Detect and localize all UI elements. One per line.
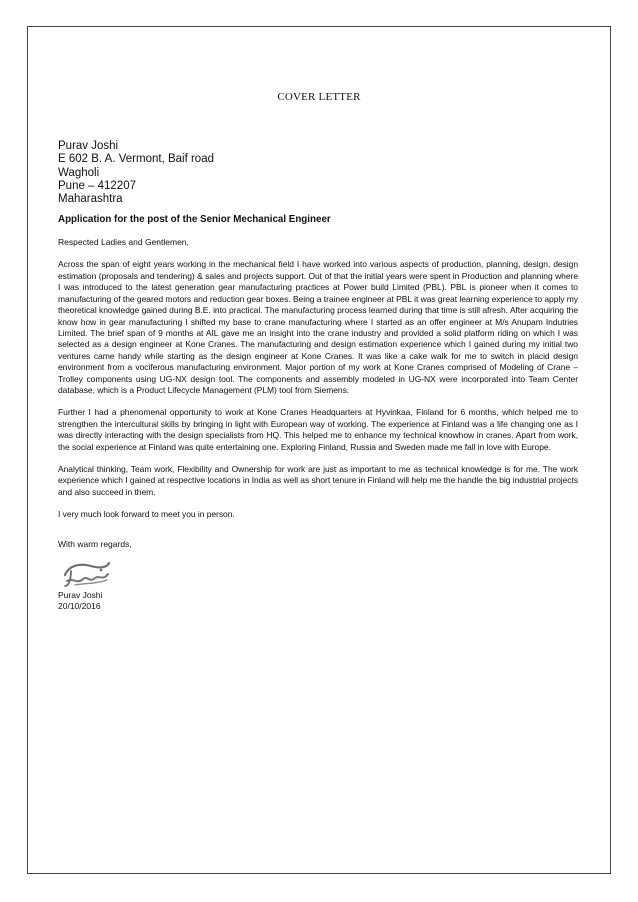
address-line-street: E 602 B. A. Vermont, Baif road xyxy=(58,153,214,166)
subject-line: Application for the post of the Senior Mechanical Engineer xyxy=(58,214,331,226)
handwritten-signature-icon xyxy=(61,559,113,589)
closing: With warm regards, xyxy=(58,538,132,549)
letter-body xyxy=(58,140,578,612)
address-line-city: Pune – 412207 xyxy=(58,179,137,192)
document-title: COVER LETTER xyxy=(277,91,361,103)
address-line-locality: Wagholi xyxy=(58,166,100,179)
paragraph-meeting: I very much look forward to meet you in person. xyxy=(58,509,235,520)
signatory-name: Purav Joshi xyxy=(58,589,103,600)
address-line-state: Maharashtra xyxy=(58,193,123,206)
signature-date: 20/10/2016 xyxy=(58,600,101,611)
paragraph-finland: Further I had a phenomenal opportunity to work at Kone Cranes Headquarters at Hyvinkaa, Finland for 6 months, which helped me to strengthen the intercultural skills by bringing in light with European way of working. The experience at Finland was a life changing one as I was directly interacting with the design specialists from HQ. This helped me to enhance my technical knowhow in cranes. Apart from work, the social experience at Finland was quite entertaining one. Exploring Finland, Russia and Sweden made me fall in love with Europe. xyxy=(58,407,578,452)
sender-address xyxy=(58,140,578,206)
salutation: Respected Ladies and Gentlemen, xyxy=(58,237,189,248)
paragraph-skills: Analytical thinking, Team work, Flexibility and Ownership for work are just as important to me as technical knowledge is for me. The work experience which I gained at respective locations in India as well as short tenure in Finland will help me the handle the big industrial projects and also succeed in them. xyxy=(58,463,578,497)
paragraph-experience: Across the span of eight years working in the mechanical field I have worked into various aspects of production, planning, design, design estimation (proposals and tendering) & sales and projects support. Out of that the initial years were spent in Production and planning where I was introduced to the latest generation gear manufacturing practices at Power build Limited (PBL). PBL is pioneer when it comes to manufacturing of the geared motors and reduction gear boxes. Being a trainee engineer at PBL it was great learning experience to apply my theoretical knowledge gained during B.E. into practical. The manufacturing process learned during that time is still afresh. After acquiring the know how in gear manufacturing I shifted my base to crane manufacturing where I started as an offer engineer at M/s Anupam Indutries Limited. The brief span of 9 months at AIL gave me an insight into the crane industry and provided a solid platform riding on which I was selected as a design engineer at Kone Cranes. The manufacturing and design estimation experience which I gained during my initial two ventures came handy while starting as the design engineer at Kone Cranes. It was like a cake walk for me to switch in placid design environment from a vociferous manufacturing environment. Major portion of my work at Kone Cranes comprised of Modeling of Crane – Trolley components using UG-NX design tool. The components and assembly modeled in UG-NX were incorporated into Team Center database, which is a Product Lifecycle Management (PLM) tool from Siemens. xyxy=(58,259,578,395)
address-line-name: Purav Joshi xyxy=(58,140,119,152)
